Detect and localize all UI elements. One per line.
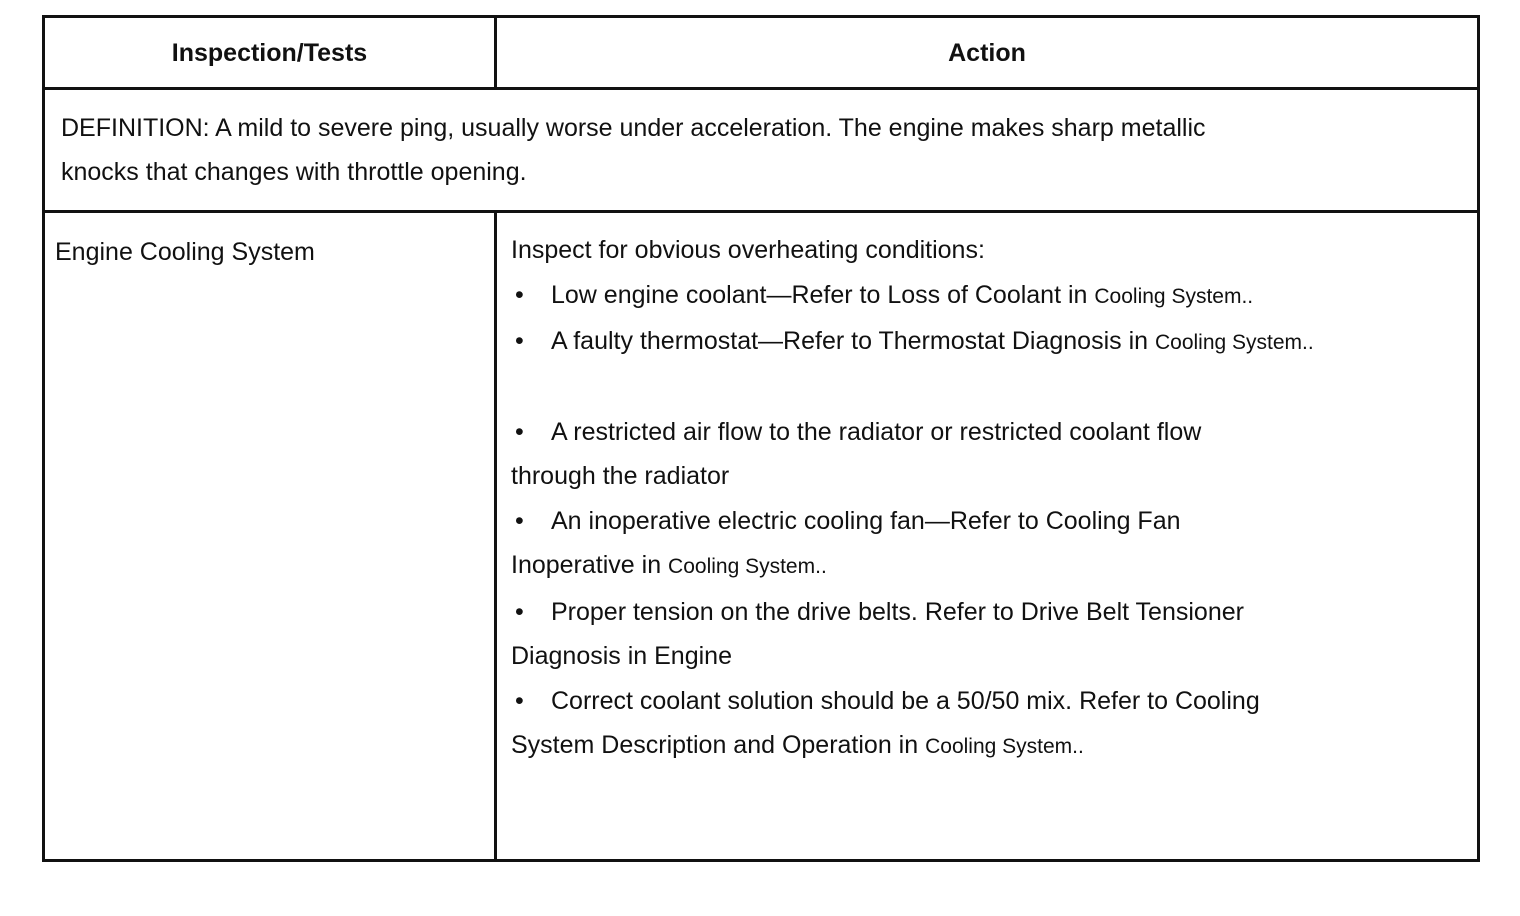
- list-item-text: Low engine coolant—Refer to Loss of Coolant in: [551, 280, 1095, 309]
- definition-line-2: knocks that changes with throttle opening.: [61, 158, 527, 186]
- definition-text: [61, 106, 1361, 194]
- diagnostic-table: [42, 15, 1480, 862]
- list-item-text: Proper tension on the drive belts. Refer to Drive Belt Tensioner: [551, 597, 1244, 626]
- header-inspection-tests: Inspection/Tests: [171, 39, 368, 67]
- cross-reference: Cooling System..: [668, 555, 827, 578]
- list-item: [511, 410, 1471, 455]
- list-item-continuation: [511, 543, 1471, 590]
- header-action: Action: [948, 39, 1026, 67]
- action-intro: Inspect for obvious overheating conditions:: [511, 236, 985, 264]
- definition-divider: [45, 210, 1477, 213]
- bullet: •: [515, 280, 524, 309]
- list-item: [511, 499, 1471, 544]
- list-item-text: Correct coolant solution should be a 50/50 mix. Refer to Cooling: [551, 686, 1260, 715]
- list-item-text: A restricted air flow to the radiator or restricted coolant flow: [551, 417, 1202, 446]
- list-item: [511, 319, 1471, 366]
- header-column-divider: [494, 18, 497, 88]
- list-item: [511, 679, 1471, 724]
- inspection-cell: Engine Cooling System: [55, 238, 315, 266]
- action-cell: [511, 228, 1471, 770]
- header-divider: [45, 87, 1477, 90]
- spacer: [511, 366, 1471, 410]
- list-item: [511, 273, 1471, 320]
- body-column-divider: [494, 213, 497, 859]
- cross-reference: Cooling System..: [1094, 284, 1254, 308]
- cross-reference: Cooling System..: [925, 735, 1084, 758]
- continuation-text: Inoperative in: [511, 551, 669, 579]
- list-item-continuation: through the radiator: [511, 462, 730, 490]
- bullet: •: [515, 506, 524, 535]
- bullet: •: [515, 686, 524, 715]
- list-item-text: A faulty thermostat—Refer to Thermostat Diagnosis in: [551, 327, 1155, 355]
- bullet: •: [515, 417, 524, 446]
- list-item: [511, 590, 1471, 635]
- cross-reference: Cooling System..: [1154, 331, 1314, 354]
- list-item-text: An inoperative electric cooling fan—Refer to Cooling Fan: [551, 506, 1181, 535]
- list-item-continuation: [511, 723, 1471, 770]
- continuation-text: System Description and Operation in: [511, 731, 926, 759]
- list-item-continuation: Diagnosis in Engine: [511, 642, 732, 670]
- definition-line-1: DEFINITION: A mild to severe ping, usually worse under acceleration. The engine makes sharp metallic: [61, 114, 1206, 142]
- bullet: •: [515, 597, 524, 626]
- bullet: •: [515, 327, 524, 355]
